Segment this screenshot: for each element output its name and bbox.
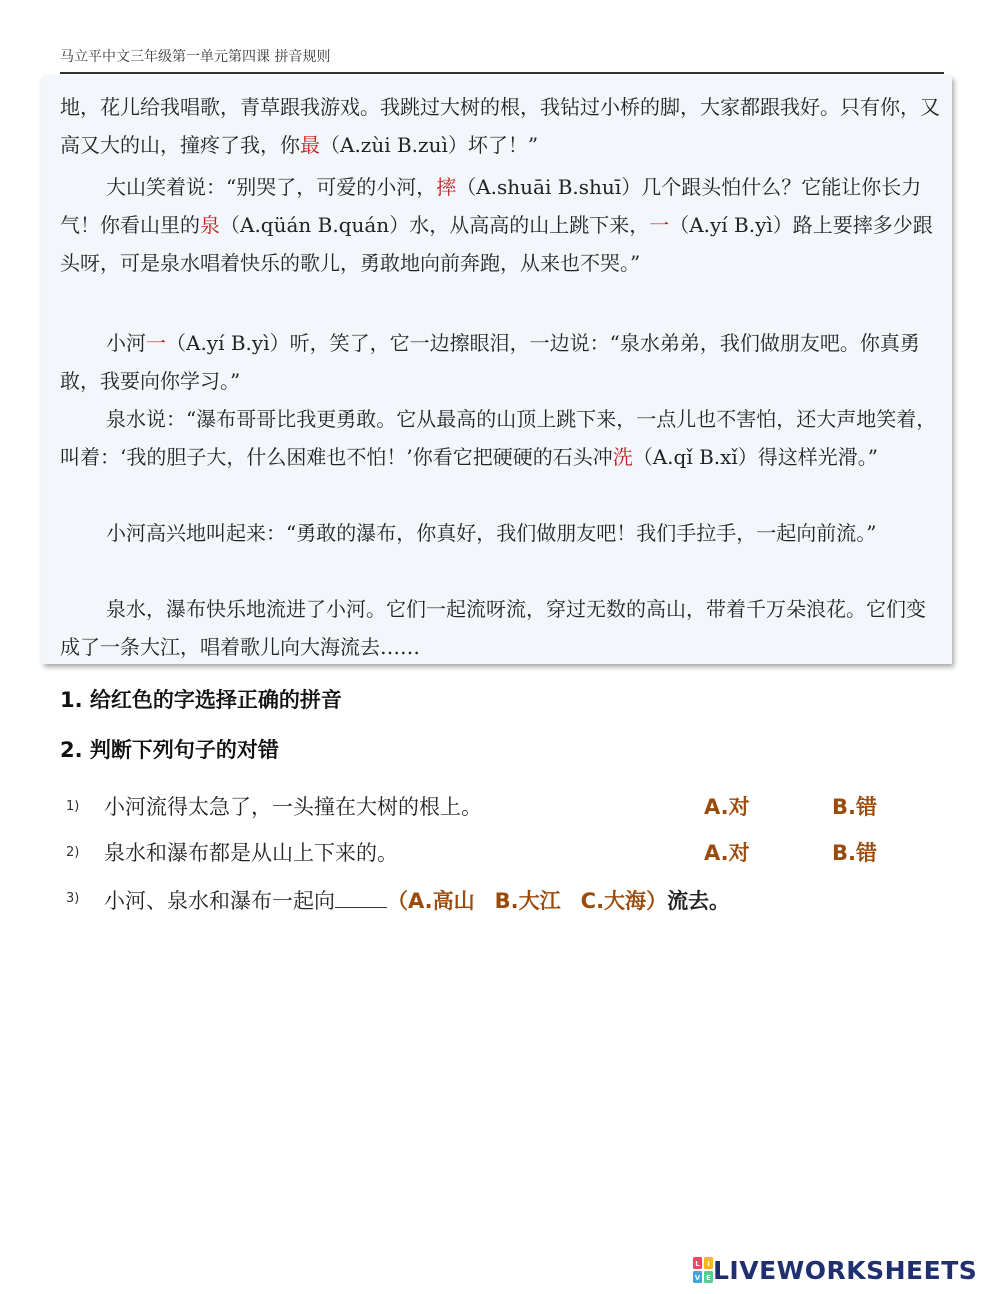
option-true-button[interactable]: A.对: [704, 795, 750, 819]
question-2-title: 2. 判断下列句子的对错: [60, 738, 279, 762]
paragraph-6: 泉水，瀑布快乐地流进了小河。它们一起流呀流，穿过无数的高山，带着千万朵浪花。它们变成了一条大江，唱着歌儿向大海流去……: [60, 597, 926, 659]
option-false-button[interactable]: B.错: [832, 841, 877, 865]
paragraph-1: 地，花儿给我唱歌，青草跟我游戏。我跳过大树的根，我钻过小桥的脚，大家都跟我好。只有你，又高又大的山，撞疼了我，你最（A.zùi B.zuì）坏了！”: [60, 95, 940, 157]
highlighted-char: 一: [146, 331, 166, 355]
item-statement: 泉水和瀑布都是从山上下来的。: [104, 841, 398, 865]
item-statement: 小河流得太急了，一头撞在大树的根上。: [104, 795, 482, 819]
highlighted-char: 泉: [200, 213, 220, 237]
fill-blank-item-3: [66, 881, 946, 917]
true-false-item-1: [66, 789, 946, 825]
option-false-button[interactable]: B.错: [832, 795, 877, 819]
true-false-item-2: [66, 835, 946, 871]
question-1-title: 1. 给红色的字选择正确的拼音: [60, 688, 342, 712]
highlighted-char: 一: [649, 213, 670, 237]
logo-text: LIVEWORKSHEETS: [713, 1255, 978, 1285]
highlighted-char: 洗: [612, 445, 633, 469]
svg-text:I: I: [707, 1260, 710, 1268]
paragraph-3: 小河一（A.yí B.yì）听，笑了，它一边擦眼泪，一边说：“泉水弟弟，我们做朋友吧。你真勇敢，我要向你学习。”: [60, 331, 920, 393]
option-c-button[interactable]: C.大海: [580, 889, 647, 913]
paragraph-5: 小河高兴地叫起来：“勇敢的瀑布，你真好，我们做朋友吧！我们手拉手，一起向前流。”: [106, 521, 877, 545]
option-true-button[interactable]: A.对: [704, 841, 750, 865]
item-number: 3): [66, 891, 80, 906]
paragraph-2: 大山笑着说：“别哭了，可爱的小河，摔（A.shuāi B.shuī）几个跟头怕什么？它能让你长力气！你看山里的泉（A.qüán B.quán）水，从高高的山上跳下来，一（A.yí B.yì）路上要摔多少跟头呀，可是泉水唱着快乐的歌儿，勇敢地向前奔跑，从来也不哭。”: [60, 175, 933, 275]
item-number: 1): [66, 799, 80, 814]
highlighted-char: 摔: [436, 175, 457, 199]
liveworksheets-logo: [693, 1254, 977, 1286]
option-b-button[interactable]: B.大江: [494, 889, 561, 913]
story-passage: [42, 76, 952, 664]
paragraph-4: 泉水说：“瀑布哥哥比我更勇敢。它从最高的山顶上跳下来，一点儿也不害怕，还大声地笑着，叫着：‘我的胆子大，什么困难也不怕！’你看它把硬硬的石头冲洗（A.qǐ B.xǐ）得这样光滑。”: [60, 407, 937, 469]
svg-text:L: L: [695, 1260, 700, 1268]
answer-blank[interactable]: [335, 881, 387, 908]
svg-text:E: E: [706, 1274, 711, 1282]
item-number: 2): [66, 845, 80, 860]
page-header: [60, 46, 944, 74]
worksheet-title: 马立平中文三年级第一单元第四课 拼音规则: [60, 49, 331, 65]
logo-blocks-icon: [693, 1257, 713, 1283]
highlighted-char: 最: [300, 133, 320, 157]
svg-text:V: V: [694, 1274, 701, 1282]
item-statement: 小河、泉水和瀑布一起向 （A.高山 B.大江 C.大海）流去。: [104, 881, 730, 919]
option-a-button[interactable]: A.高山: [408, 889, 475, 913]
